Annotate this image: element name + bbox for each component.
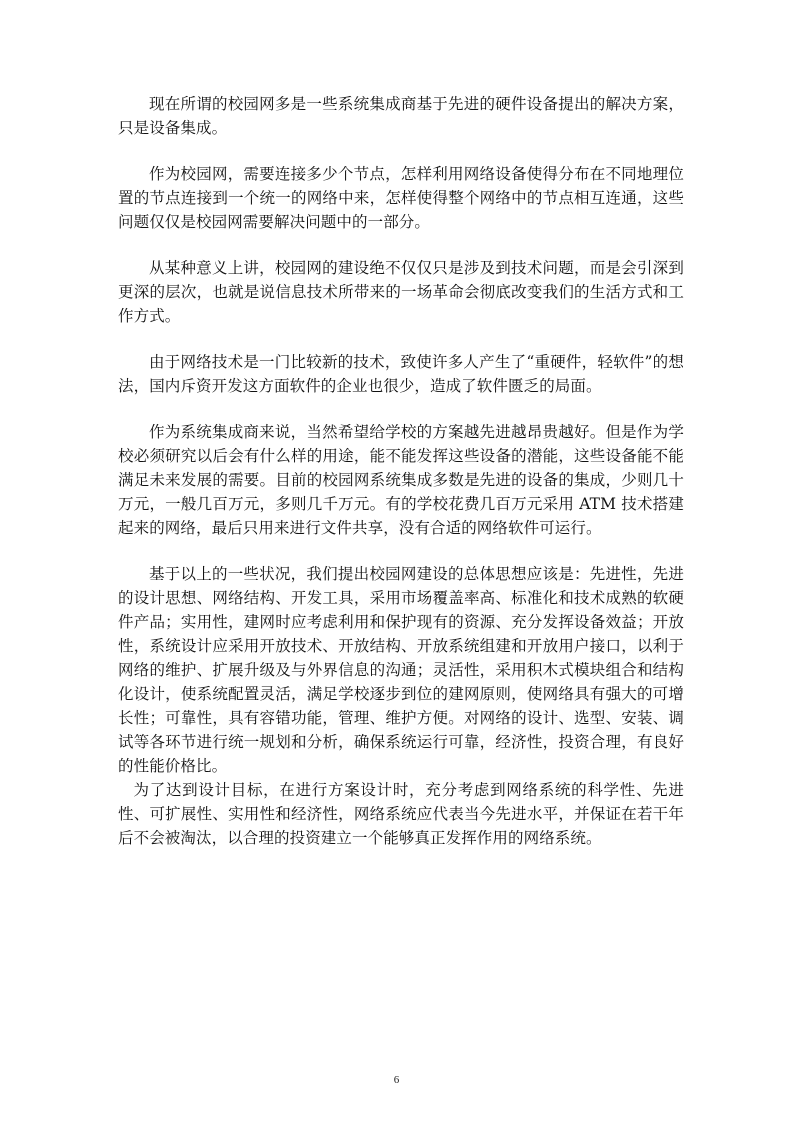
- paragraph-design-principles: 基于以上的一些状况，我们提出校园网建设的总体思想应该是：先进性，先进的设计思想、网络结构、开发工具，采用市场覆盖率高、标准化和技术成熟的软硬件产品；实用性，建网时应考虑利用和保护现有的资源、充分发挥设备效益；开放性，系统设计应采用开放技术、开放结构、开放系统组建和开放用户接口，以利于网络的维护、扩展升级及与外界信息的沟通；灵活性，采用积木式模块组合和结构化设计，使系统配置灵活，满足学校逐步到位的建网原则，使网络具有强大的可增长性；可靠性，具有容错功能，管理、维护方便。对网络的设计、选型、安装、调试等各环节进行统一规划和分析，确保系统运行可靠，经济性，投资合理，有良好的性能价格比。: [118, 565, 684, 775]
- paragraph-technology-revolution: 从某种意义上讲，校园网的建设绝不仅仅只是涉及到技术问题，而是会引深到更深的层次，也就是说信息技术所带来的一场革命会彻底改变我们的生活方式和工作方式。: [118, 259, 684, 325]
- paragraph-system-integrator: 作为系统集成商来说，当然希望给学校的方案越先进越昂贵越好。但是作为学校必须研究以后会有什么样的用途，能不能发挥这些设备的潜能，这些设备能不能满足未来发展的需要。目前的校园网系统集成多数是先进的设备的集成，少则几十万元，一般几百万元，多则几千万元。有的学校花费几百万元采用 ATM 技术搭建起来的网络，最后只用来进行文件共享，没有合适的网络软件可运行。: [118, 423, 684, 537]
- paragraph-design-goals: 为了达到设计目标，在进行方案设计时，充分考虑到网络系统的科学性、先进性、可扩展性、实用性和经济性，网络系统应代表当今先进水平，并保证在若干年后不会被淘汰，以合理的投资建立一个能够真正发挥作用的网络系统。: [118, 781, 684, 847]
- paragraph-campus-network-definition: 现在所谓的校园网多是一些系统集成商基于先进的硬件设备提出的解决方案，只是设备集成。: [118, 95, 684, 137]
- document-body: [118, 92, 684, 850]
- paragraph-node-connection: 作为校园网，需要连接多少个节点，怎样利用网络设备使得分布在不同地理位置的节点连接到一个统一的网络中来，怎样使得整个网络中的节点相互连通，这些问题仅仅是校园网需要解决问题中的一部分。: [118, 165, 684, 231]
- page-number: 6: [393, 1074, 400, 1086]
- paragraph-software-shortage: 由于网络技术是一门比较新的技术，致使许多人产生了“重硬件，轻软件”的想法，国内斥资开发这方面软件的企业也很少，造成了软件匮乏的局面。: [118, 353, 684, 395]
